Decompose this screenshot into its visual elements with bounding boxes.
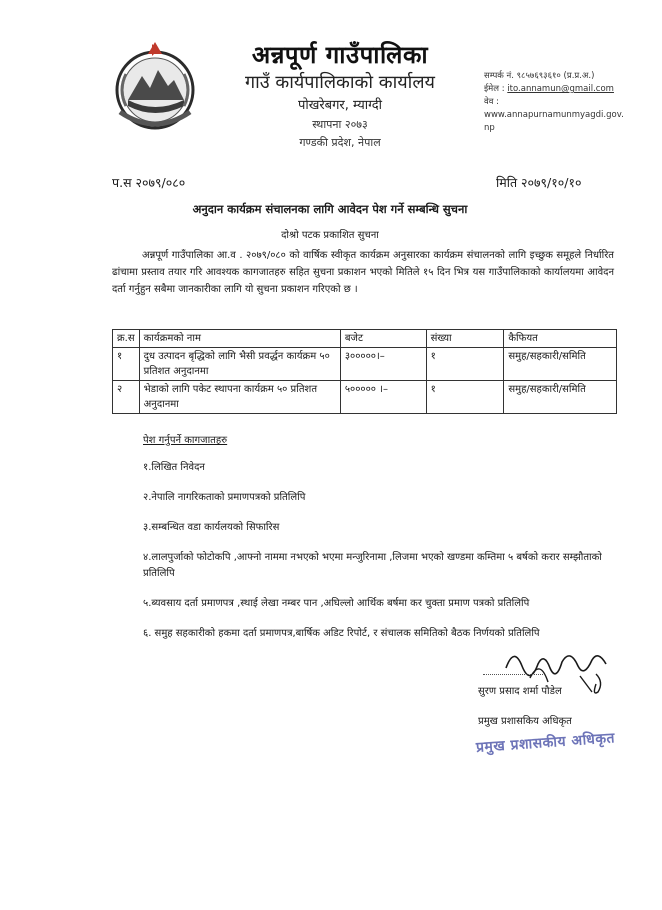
notice-subtitle: दोश्रो पटक प्रकाशित सुचना xyxy=(281,230,379,241)
col-header-sn: क्र.स xyxy=(113,330,140,348)
cell-program: भेडाको लागि पकेट स्थापना कार्यक्रम ५० प्रतिशत अनुदानमा xyxy=(139,381,340,414)
cell-count: १ xyxy=(426,348,504,381)
list-item: १.लिखित निवेदन xyxy=(143,462,205,473)
cell-remarks: समुह/सहकारी/समिति xyxy=(504,348,617,381)
notice-subject: अनुदान कार्यक्रम संचालनका लागि आवेदन पेश गर्ने सम्बन्धि सुचना xyxy=(192,202,468,216)
email-row xyxy=(484,83,656,96)
web-link-line1[interactable]: www.annapurnamunmyagdi.gov. xyxy=(484,110,624,120)
contact-block xyxy=(484,70,656,135)
signature-line xyxy=(483,674,543,675)
email-label: ईमेल : xyxy=(484,84,505,94)
cell-sn: १ xyxy=(113,348,140,381)
list-item: २.नेपालि नागरिकताको प्रमाणपत्रको प्रतिलिपि xyxy=(143,492,306,503)
list-item: ४.लालपुर्जाको फोटोकपि ,आफ्नो नाममा नभएको भएमा मन्जुरिनामा ,लिजमा भएको खण्डमा कम्तिमा ५ बर्षको करार सम्झौताको प्रतिलिपि xyxy=(143,552,602,579)
documents-heading: पेश गर्नुपर्ने कागजातहरु xyxy=(143,435,228,446)
table-row xyxy=(113,381,617,414)
web-link-line2[interactable]: np xyxy=(484,123,495,133)
list-item: ५.ब्यवसाय दर्ता प्रमाणपत्र ,स्थाई लेखा नम्बर पान ,अघिल्लो आर्थिक बर्षमा कर चुक्ता प्रमाण पत्रको प्रतिलिपि xyxy=(143,598,530,609)
program-table xyxy=(112,329,617,414)
letter-date: मिति २०७९/१०/१० xyxy=(496,175,582,190)
letterhead xyxy=(190,40,490,152)
cell-budget: ५००००० ।– xyxy=(340,381,426,414)
col-header-count: संख्या xyxy=(426,330,504,348)
phone-row xyxy=(484,70,656,83)
email-link[interactable]: ito.annamun@gmail.com xyxy=(507,84,614,94)
list-item: ३.सम्बन्धित वडा कार्यलयको सिफारिस xyxy=(143,522,280,533)
reference-number: प.स २०७९/०८० xyxy=(112,175,186,190)
address-line: पोखरेबगर, म्याग्दी xyxy=(297,98,383,113)
cell-sn: २ xyxy=(113,381,140,414)
cell-program: दुध उत्पादन बृद्धिको लागि भैसी प्रवर्द्धन कार्यक्रम ५० प्रतिशत अनुदानमा xyxy=(139,348,340,381)
signer-title: प्रमुख प्रशासकिय अधिकृत xyxy=(478,716,572,727)
col-header-budget: बजेट xyxy=(340,330,426,348)
cell-count: १ xyxy=(426,381,504,414)
province-line: गण्डकी प्रदेश, नेपाल xyxy=(299,136,381,149)
col-header-remarks: कैफियत xyxy=(504,330,617,348)
org-title: अन्नपूर्ण गाउँपालिका xyxy=(251,41,429,69)
cell-remarks: समुह/सहकारी/समिति xyxy=(504,381,617,414)
government-emblem-icon xyxy=(108,40,202,132)
table-header-row xyxy=(113,330,617,348)
web-label: वेव : xyxy=(484,97,500,107)
official-stamp: प्रमुख प्रशासकीय अधिकृत xyxy=(475,730,616,756)
col-header-program: कार्यक्रमको नाम xyxy=(139,330,340,348)
table-row xyxy=(113,348,617,381)
signer-name: सुरण प्रसाद शर्मा पौडेल xyxy=(478,686,562,697)
org-subtitle: गाउँ कार्यपालिकाको कार्यालय xyxy=(245,72,435,93)
established-line: स्थापना २०७३ xyxy=(312,118,368,131)
phone-value: ९८५७६९३६१० (प्र.प्र.अ.) xyxy=(516,71,595,81)
cell-budget: ३०००००।– xyxy=(340,348,426,381)
required-documents xyxy=(143,433,615,656)
phone-label: सम्पर्क नं. xyxy=(484,71,514,81)
notice-body: अन्नपूर्ण गाउँपालिका आ.व . २०७९/०८० को वार्षिक स्वीकृत कार्यक्रम अनुसारका कार्यक्रम संचालनको लागि इच्छुक समूहले निर्धारित ढांचामा प्रस्ताव तयार गरि आवश्यक कागजातहरु सहित सुचना प्रकाशन भएको मितिले १५ दिन भित्र यस गाउँपालिकाको कार्यालयमा आवेदन दर्ता गर्नुहुन सबैमा जानकारीका लागि यो सुचना प्रकाशन गरिएको छ । xyxy=(112,250,614,295)
list-item: ६. समुह सहकारीको हकमा दर्ता प्रमाणपत्र,बार्षिक अडिट रिपोर्ट, र संचालक समितिको बैठक निर्णयको प्रतिलिपि xyxy=(143,628,540,639)
